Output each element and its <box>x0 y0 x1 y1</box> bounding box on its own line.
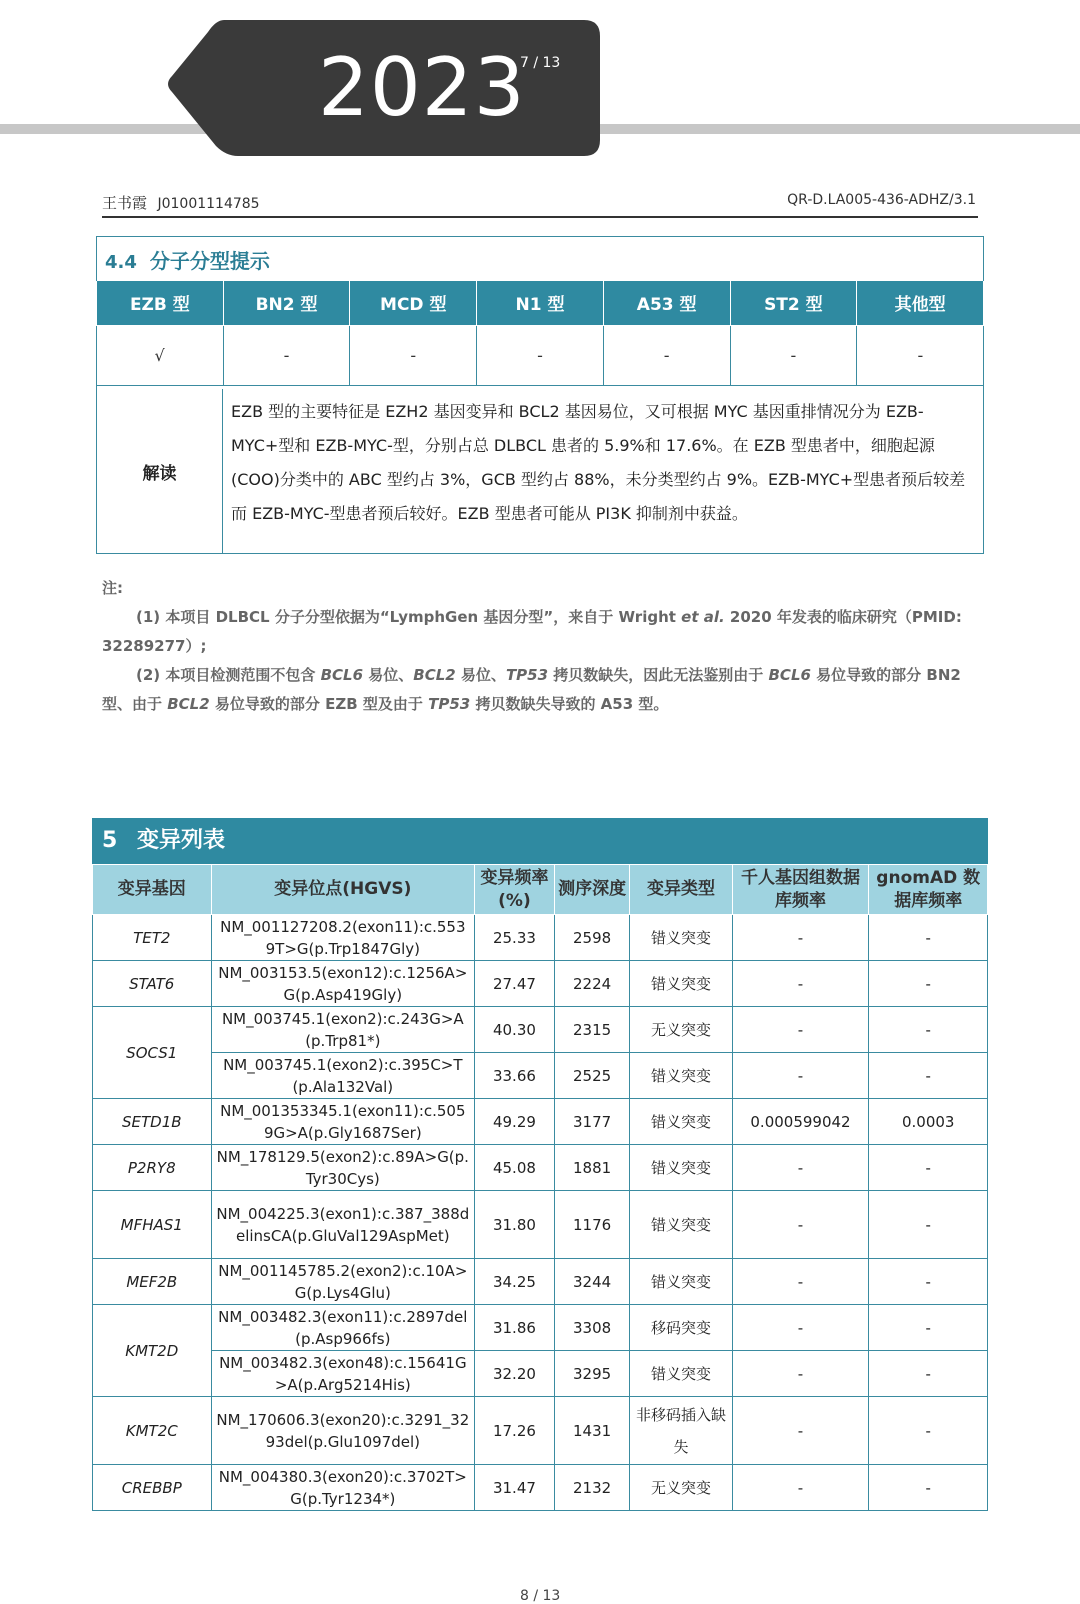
type-cell: 非移码插入缺失 <box>630 1397 732 1465</box>
freq-cell: 31.47 <box>475 1465 555 1511</box>
depth-cell: 3244 <box>554 1259 630 1305</box>
freq-cell: 17.26 <box>475 1397 555 1465</box>
gnomad-cell: - <box>869 1053 988 1099</box>
kg-cell: - <box>732 1145 869 1191</box>
note-2-gene-3: TP53 <box>505 666 549 684</box>
kg-cell: - <box>732 961 869 1007</box>
hgvs-cell: NM_003482.3(exon11):c.2897del(p.Asp966fs) <box>211 1305 475 1351</box>
gene-cell: KMT2D <box>93 1305 212 1397</box>
note-2-text-f: 易位导致的部分 EZB 型及由于 <box>209 695 429 713</box>
section-title <box>105 245 270 274</box>
notes-label: 注: <box>102 579 123 597</box>
note-1-italic: et al. <box>681 608 725 626</box>
molecular-subtype-section <box>96 236 984 554</box>
section-number: 4.4 <box>105 252 137 273</box>
depth-cell: 2132 <box>554 1465 630 1511</box>
note-2-text-c: 易位、 <box>455 666 506 684</box>
freq-cell: 40.30 <box>475 1007 555 1053</box>
freq-cell: 49.29 <box>475 1099 555 1145</box>
hgvs-cell: NM_178129.5(exon2):c.89A>G(p.Tyr30Cys) <box>211 1145 475 1191</box>
kg-cell: - <box>732 915 869 961</box>
type-cell: 错义突变 <box>630 1259 732 1305</box>
freq-cell: 31.86 <box>475 1305 555 1351</box>
note-2-gene-5: BCL2 <box>167 695 210 713</box>
gnomad-cell: - <box>869 1397 988 1465</box>
gnomad-cell: - <box>869 1465 988 1511</box>
table-row <box>93 915 988 961</box>
gnomad-cell: - <box>869 1007 988 1053</box>
note-2-text-a: (2) 本项目检测范围不包含 <box>136 666 321 684</box>
table-row <box>93 1351 988 1397</box>
variant-header-row <box>93 865 988 915</box>
subtype-result-mcd: - <box>350 325 477 385</box>
hgvs-cell: NM_003745.1(exon2):c.243G>A(p.Trp81*) <box>211 1007 475 1053</box>
freq-cell: 31.80 <box>475 1191 555 1259</box>
note-2-gene-6: TP53 <box>428 695 471 713</box>
freq-cell: 27.47 <box>475 961 555 1007</box>
section-title-text: 分子分型提示 <box>149 249 270 273</box>
gene-cell: SOCS1 <box>93 1007 212 1099</box>
freq-cell: 33.66 <box>475 1053 555 1099</box>
table-row <box>93 1465 988 1511</box>
depth-cell: 1431 <box>554 1397 630 1465</box>
gnomad-cell: 0.0003 <box>869 1099 988 1145</box>
subtype-result-row <box>97 325 984 385</box>
variant-table <box>92 864 988 1511</box>
subtype-col-n1: N1 型 <box>477 281 604 325</box>
freq-cell: 32.20 <box>475 1351 555 1397</box>
subtype-result-other: - <box>857 325 984 385</box>
variant-section-title <box>92 818 988 864</box>
type-cell: 错义突变 <box>630 1099 732 1145</box>
type-cell: 错义突变 <box>630 1145 732 1191</box>
kg-cell: - <box>732 1465 869 1511</box>
table-row <box>93 1305 988 1351</box>
hgvs-cell: NM_004225.3(exon1):c.387_388delinsCA(p.GluVal129AspMet) <box>211 1191 475 1259</box>
depth-cell: 1881 <box>554 1145 630 1191</box>
hgvs-cell: NM_003745.1(exon2):c.395C>T(p.Ala132Val) <box>211 1053 475 1099</box>
note-1 <box>102 603 982 661</box>
subtype-result-bn2: - <box>223 325 350 385</box>
gene-cell: STAT6 <box>93 961 212 1007</box>
subtype-col-a53: A53 型 <box>603 281 730 325</box>
kg-cell: - <box>732 1397 869 1465</box>
gene-cell: SETD1B <box>93 1099 212 1145</box>
header-rule <box>102 216 978 218</box>
note-2-gene-4: BCL6 <box>768 666 811 684</box>
depth-cell: 3308 <box>554 1305 630 1351</box>
gene-cell: CREBBP <box>93 1465 212 1511</box>
type-cell: 错义突变 <box>630 1191 732 1259</box>
subtype-col-ezb: EZB 型 <box>97 281 224 325</box>
year-label: 2023 <box>318 41 526 134</box>
gnomad-cell: - <box>869 961 988 1007</box>
note-2-text-b: 易位、 <box>363 666 414 684</box>
gnomad-cell: - <box>869 915 988 961</box>
page-indicator-bottom: 8 / 13 <box>520 1588 561 1604</box>
table-row <box>93 1099 988 1145</box>
kg-cell: - <box>732 1053 869 1099</box>
col-gene: 变异基因 <box>93 865 212 915</box>
note-2-text-e: 易位导致的部分 BN2 型、由于 <box>102 666 961 713</box>
depth-cell: 3295 <box>554 1351 630 1397</box>
table-row <box>93 961 988 1007</box>
type-cell: 无义突变 <box>630 1465 732 1511</box>
depth-cell: 2224 <box>554 961 630 1007</box>
subtype-result-st2: - <box>730 325 857 385</box>
note-2-text-g: 拷贝数缺失导致的 A53 型。 <box>470 695 669 713</box>
gnomad-cell: - <box>869 1191 988 1259</box>
table-row <box>93 1259 988 1305</box>
kg-cell: - <box>732 1191 869 1259</box>
gene-cell: KMT2C <box>93 1397 212 1465</box>
note-2-gene-2: BCL2 <box>413 666 456 684</box>
hgvs-cell: NM_170606.3(exon20):c.3291_3293del(p.Glu1097del) <box>211 1397 475 1465</box>
kg-cell: - <box>732 1007 869 1053</box>
notes-block <box>102 574 982 719</box>
col-hgvs: 变异位点(HGVS) <box>211 865 475 915</box>
patient-id: J01001114785 <box>157 196 260 212</box>
col-depth: 测序深度 <box>554 865 630 915</box>
patient-name: 王书霞 <box>102 194 148 212</box>
subtype-result-a53: - <box>603 325 730 385</box>
type-cell: 错义突变 <box>630 961 732 1007</box>
type-cell: 移码突变 <box>630 1305 732 1351</box>
hgvs-cell: NM_001127208.2(exon11):c.5539T>G(p.Trp1847Gly) <box>211 915 475 961</box>
subtype-table <box>96 281 984 386</box>
kg-cell: 0.000599042 <box>732 1099 869 1145</box>
hgvs-cell: NM_001145785.2(exon2):c.10A>G(p.Lys4Glu) <box>211 1259 475 1305</box>
hgvs-cell: NM_004380.3(exon20):c.3702T>G(p.Tyr1234*) <box>211 1465 475 1511</box>
subtype-col-st2: ST2 型 <box>730 281 857 325</box>
variant-list-section <box>92 818 988 1511</box>
note-1-text-a: (1) 本项目 DLBCL 分子分型依据为“LymphGen 基因分型”，来自于 Wright <box>136 608 682 626</box>
col-frequency: 变异频率(%) <box>475 865 555 915</box>
subtype-result-ezb: √ <box>97 325 224 385</box>
type-cell: 错义突变 <box>630 1351 732 1397</box>
subtype-col-mcd: MCD 型 <box>350 281 477 325</box>
depth-cell: 2525 <box>554 1053 630 1099</box>
gene-cell: MFHAS1 <box>93 1191 212 1259</box>
variant-section-number: 5 <box>102 828 118 853</box>
interpretation-label: 解读 <box>97 389 223 553</box>
freq-cell: 34.25 <box>475 1259 555 1305</box>
type-cell: 错义突变 <box>630 915 732 961</box>
table-row <box>93 1397 988 1465</box>
gnomad-cell: - <box>869 1351 988 1397</box>
patient-info <box>102 192 260 213</box>
interpretation-text: EZB 型的主要特征是 EZH2 基因变异和 BCL2 基因易位，又可根据 MYC 基因重排情况分为 EZB-MYC+型和 EZB-MYC-型，分别占总 DLBCL 患者的 5.9%和 17.6%。在 EZB 型患者中，细胞起源(COO)分类中的 ABC 型约占 3%，GCB 型约占 88%，未分类型约占 9%。EZB-MYC+型患者预后较差而 EZB-MYC-型患者预后较好。EZB 型患者可能从 PI3K 抑制剂中获益。 <box>231 402 966 523</box>
note-1-text-b: 2020 年发表的临床研究（PMID: 32289277）; <box>102 608 962 655</box>
gnomad-cell: - <box>869 1305 988 1351</box>
col-type: 变异类型 <box>630 865 732 915</box>
subtype-col-bn2: BN2 型 <box>223 281 350 325</box>
gene-cell: P2RY8 <box>93 1145 212 1191</box>
note-2 <box>102 661 982 719</box>
depth-cell: 2598 <box>554 915 630 961</box>
col-1000g: 千人基因组数据库频率 <box>732 865 869 915</box>
hgvs-cell: NM_003482.3(exon48):c.15641G>A(p.Arg5214His) <box>211 1351 475 1397</box>
subtype-header-row <box>97 281 984 325</box>
document-code: QR-D.LA005-436-ADHZ/3.1 <box>787 192 976 208</box>
freq-cell: 25.33 <box>475 915 555 961</box>
subtype-col-other: 其他型 <box>857 281 984 325</box>
depth-cell: 2315 <box>554 1007 630 1053</box>
gnomad-cell: - <box>869 1259 988 1305</box>
type-cell: 错义突变 <box>630 1053 732 1099</box>
variant-section-title-text: 变异列表 <box>136 828 225 853</box>
gnomad-cell: - <box>869 1145 988 1191</box>
depth-cell: 3177 <box>554 1099 630 1145</box>
subtype-result-n1: - <box>477 325 604 385</box>
kg-cell: - <box>732 1259 869 1305</box>
table-row <box>93 1007 988 1053</box>
kg-cell: - <box>732 1351 869 1397</box>
table-row <box>93 1145 988 1191</box>
page-indicator-top: 7 / 13 <box>520 55 561 71</box>
col-gnomad: gnomAD 数据库频率 <box>869 865 988 915</box>
kg-cell: - <box>732 1305 869 1351</box>
hgvs-cell: NM_003153.5(exon12):c.1256A>G(p.Asp419Gly) <box>211 961 475 1007</box>
gene-cell: TET2 <box>93 915 212 961</box>
table-row <box>93 1191 988 1259</box>
note-2-text-d: 拷贝数缺失，因此无法鉴别由于 <box>548 666 769 684</box>
note-2-gene-1: BCL6 <box>320 666 364 684</box>
type-cell: 无义突变 <box>630 1007 732 1053</box>
depth-cell: 1176 <box>554 1191 630 1259</box>
table-row <box>93 1053 988 1099</box>
freq-cell: 45.08 <box>475 1145 555 1191</box>
gene-cell: MEF2B <box>93 1259 212 1305</box>
hgvs-cell: NM_001353345.1(exon11):c.5059G>A(p.Gly1687Ser) <box>211 1099 475 1145</box>
